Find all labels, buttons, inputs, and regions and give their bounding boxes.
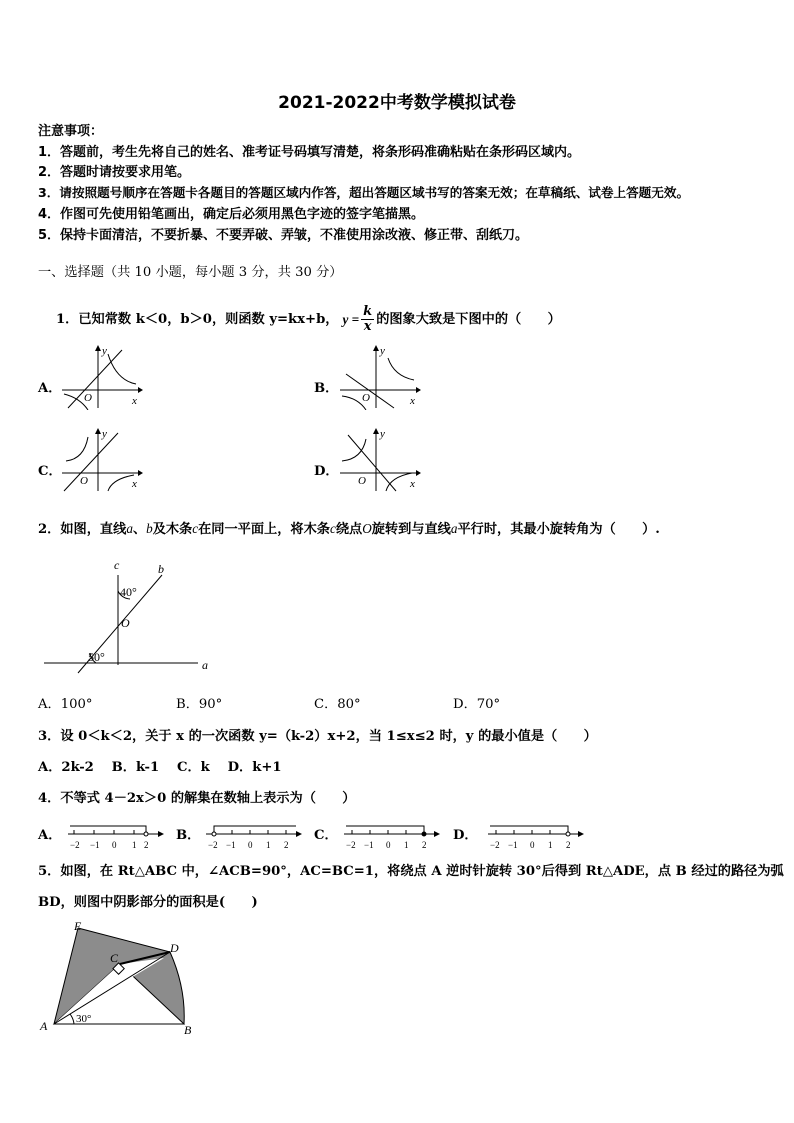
q1-frac-den: x [363, 319, 372, 334]
q1-option-d-label: D． [314, 464, 339, 479]
q4b-tick-2: 2 [284, 840, 289, 850]
q2-fig-b-label: b [158, 562, 164, 576]
q2-option-c: C．80° [314, 697, 361, 712]
q1c-origin-label: O [80, 475, 88, 487]
q2-text-1: 2．如图，直线 [38, 522, 127, 537]
q2-fig-o-label: O [121, 616, 130, 630]
q4d-tick-2: 2 [566, 840, 571, 850]
q5-fig-d-label: D [170, 941, 179, 955]
q4-option-c-label: C． [314, 828, 338, 843]
notes-heading: 注意事项： [38, 124, 104, 139]
q2-text-5: 绕点 [335, 522, 363, 537]
note-item-3: 3．请按照题号顺序在答题卡各题目的答题区域内作答，超出答题区域书写的答案无效；在草稿纸、试卷上答题无效。 [38, 185, 690, 200]
q4d-tick-m1: −1 [508, 840, 518, 850]
q1-graph-d [336, 427, 422, 493]
q1-fraction [361, 305, 374, 334]
q1a-x-label: x [132, 395, 137, 407]
q5-fig-angle-label: 30° [76, 1013, 92, 1025]
q4a-tick-1: 1 [132, 840, 137, 850]
q4a-tick-m2: −2 [70, 840, 80, 850]
q5-stem-line2: BD，则图中阴影部分的面积是( ) [38, 895, 258, 910]
q2-var-a2: a [450, 521, 458, 536]
q2-fig-c-label: c [114, 558, 120, 572]
q4b-tick-m2: −2 [208, 840, 218, 850]
q1a-y-label: y [102, 345, 107, 357]
q4a-tick-0: 0 [112, 840, 117, 850]
q4-option-b-label: B． [176, 828, 201, 843]
q4b-tick-m1: −1 [226, 840, 236, 850]
q2-var-b: b [146, 521, 153, 536]
q2-option-b: B．90° [176, 697, 223, 712]
q2-stem [38, 520, 660, 539]
q5-fig-a-label: A [40, 1019, 48, 1033]
q1c-y-label: y [102, 428, 107, 440]
q4-stem: 4．不等式 4－2x＞0 的解集在数轴上表示为（ ） [38, 791, 356, 806]
q1-graph-c [58, 427, 144, 493]
q1-graph-a [58, 344, 144, 410]
q5-stem-line1: 5．如图，在 Rt△ABC 中，∠ACB=90°，AC=BC=1，将绕点 A 逆时针旋转 30°后得到 Rt△ADE，点 B 经过的路径为弧 [38, 864, 784, 879]
q4c-tick-1: 1 [404, 840, 409, 850]
q4d-tick-1: 1 [548, 840, 553, 850]
q2-fig-angle50: 50° [88, 650, 105, 664]
q2-option-a: A．100° [38, 697, 93, 712]
q2-fig-a-label: a [202, 658, 208, 672]
q1b-origin-label: O [362, 392, 370, 404]
q4d-tick-0: 0 [530, 840, 535, 850]
q1d-x-label: x [410, 478, 415, 490]
q1-option-a-label: A． [38, 381, 62, 396]
q5-figure [36, 918, 206, 1040]
q4a-tick-m1: −1 [90, 840, 100, 850]
q1a-origin-label: O [84, 392, 92, 404]
q1c-x-label: x [132, 478, 137, 490]
q4d-tick-m2: −2 [490, 840, 500, 850]
q2-option-d: D．70° [453, 697, 501, 712]
q2-var-c2: c [329, 521, 336, 536]
q1-stem [56, 305, 561, 334]
q1d-y-label: y [380, 428, 385, 440]
q4-numberline-d [484, 820, 586, 852]
q4b-tick-0: 0 [248, 840, 253, 850]
note-item-2: 2．答题时请按要求用笔。 [38, 165, 191, 180]
q1-graph-b [336, 344, 422, 410]
q1b-y-label: y [380, 345, 385, 357]
q2-text-6: 旋转到与直线 [371, 522, 451, 537]
q4-option-d-label: D． [453, 828, 478, 843]
q4c-tick-0: 0 [386, 840, 391, 850]
q4-numberline-b [202, 820, 304, 852]
q4a-tick-2: 2 [144, 840, 149, 850]
q2-text-3: 及木条 [152, 522, 193, 537]
page-title: 2021-2022中考数学模拟试卷 [278, 93, 516, 113]
q4-option-a-label: A． [38, 828, 62, 843]
q4c-tick-2: 2 [422, 840, 427, 850]
q2-var-a: a [126, 521, 133, 536]
q2-fig-angle40: 40° [120, 585, 137, 599]
q3-stem: 3．设 0＜k＜2，关于 x 的一次函数 y=（k-2）x+2，当 1≤x≤2 时，y 的最小值是（ ） [38, 729, 597, 744]
q4-numberline-c [340, 820, 442, 852]
q5-fig-e-label: E [74, 919, 82, 933]
q4-numberline-a [64, 820, 166, 852]
note-item-5: 5．保持卡面清洁，不要折暴、不要弄破、弄皱，不准使用涂改液、修正带、刮纸刀。 [38, 228, 529, 243]
q3-options: A．2k-2 B．k-1 C．k D．k+1 [38, 760, 282, 775]
q1d-origin-label: O [358, 475, 366, 487]
q2-var-c: c [192, 521, 199, 536]
q4c-tick-m1: −1 [364, 840, 374, 850]
q5-fig-b-label: B [184, 1023, 192, 1037]
q2-figure [38, 555, 228, 675]
q4c-tick-m2: −2 [346, 840, 356, 850]
q1b-x-label: x [410, 395, 415, 407]
q1-option-b-label: B． [314, 381, 339, 396]
q5-fig-c-label: C [110, 951, 119, 965]
q2-text-7: 平行时，其最小旋转角为（ ）. [457, 522, 660, 537]
q1-option-c-label: C． [38, 464, 62, 479]
q2-text-2: 、 [132, 522, 147, 537]
section-choice-heading: 一、选择题（共 10 小题，每小题 3 分，共 30 分） [38, 265, 343, 280]
q1-stem-tail: 的图象大致是下图中的（ ） [376, 311, 561, 327]
q1-stem-text: 1．已知常数 k＜0，b＞0，则函数 y=kx+b， [56, 311, 339, 327]
q1-eq-lhs: y = [342, 311, 360, 327]
q4b-tick-1: 1 [266, 840, 271, 850]
note-item-1: 1．答题前，考生先将自己的姓名、准考证号码填写清楚，将条形码准确粘贴在条形码区域内。 [38, 145, 581, 160]
note-item-4: 4．作图可先使用铅笔画出，确定后必须用黑色字迹的签字笔描黑。 [38, 207, 425, 222]
q2-var-o: O [362, 521, 372, 536]
q2-text-4: 在同一平面上，将木条 [198, 522, 330, 537]
q1-frac-num: k [363, 304, 373, 319]
